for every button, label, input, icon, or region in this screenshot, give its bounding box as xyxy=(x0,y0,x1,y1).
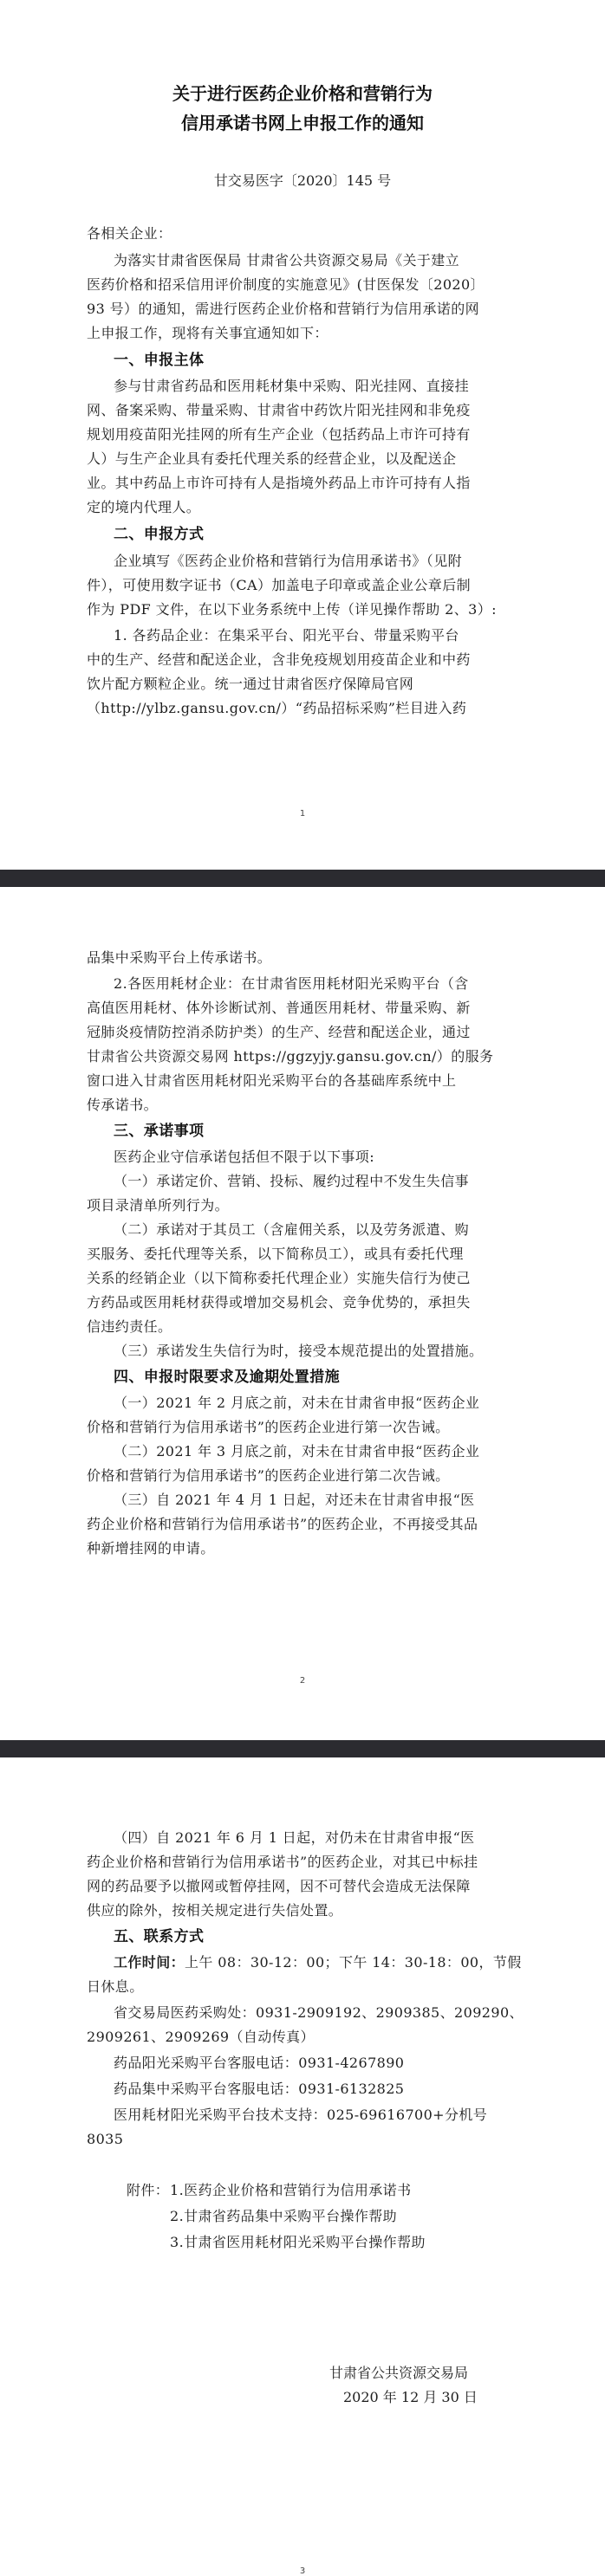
section2-line: 企业填写《医药企业价格和营销行为信用承诺书》（见附 xyxy=(114,553,463,569)
section4-line: 药企业价格和营销行为信用承诺书”的医药企业，不再接受其品 xyxy=(87,1516,478,1532)
section2-item1-line: 中的生产、经营和配送企业，含非免疫规划用疫苗企业和中药 xyxy=(87,651,471,668)
section-heading: 四、申报时限要求及逾期处置措施 xyxy=(114,1369,340,1386)
document-title-line-2: 信用承诺书网上申报工作的通知 xyxy=(181,113,424,133)
section1-line: 规划用疫苗阳光挂网的所有生产企业（包括药品上市许可持有 xyxy=(87,426,471,443)
section2-item1-line: 饮片配方颗粒企业。统一通过甘肃省医疗保障局官网 xyxy=(87,676,414,692)
issue-date: 2020 年 12 月 30 日 xyxy=(343,2389,478,2405)
document-page-3 xyxy=(0,1757,605,2576)
section3-line: （一）承诺定价、营销、投标、履约过程中不发生失信事 xyxy=(114,1173,470,1189)
continuation-line: 品集中采购平台上传承诺书。 xyxy=(87,949,272,966)
attachment-item: 3.甘肃省医用耗材阳光采购平台操作帮助 xyxy=(170,2234,426,2250)
section4-line: （一）2021 年 2 月底之前，对未在甘肃省申报“医药企业 xyxy=(114,1395,480,1411)
contact-line: 8035 xyxy=(87,2131,124,2147)
section1-line: 网、备案采购、带量采购、甘肃省中药饮片阳光挂网和非免疫 xyxy=(87,402,471,418)
section2-item2-line: 冠肺炎疫情防控消杀防护类）的生产、经营和配送企业，通过 xyxy=(87,1024,471,1040)
section4-item4-line: 网的药品要予以撤网或暂停挂网，因不可替代会造成无法保障 xyxy=(87,1878,471,1894)
salutation: 各相关企业： xyxy=(87,225,172,242)
section2-line: 件），可使用数字证书（CA）加盖电子印章或盖企业公章后制 xyxy=(87,577,471,593)
work-time-continuation: 日休息。 xyxy=(87,1978,144,1995)
section2-item2-line: 窗口进入甘肃省医用耗材阳光采购平台的各基础库系统中上 xyxy=(87,1072,457,1089)
section3-line: 医药企业守信承诺包括但不限于以下事项: xyxy=(114,1149,374,1165)
contact-line: 药品集中采购平台客服电话：0931-6132825 xyxy=(114,2081,405,2097)
section3-line: 项目录清单所列行为。 xyxy=(87,1197,230,1214)
section4-line: 种新增挂网的申请。 xyxy=(87,1540,215,1557)
work-time-line xyxy=(114,1952,537,1973)
page-number: 1 xyxy=(299,809,306,819)
page-separator xyxy=(0,1740,605,1757)
contact-line: 2909261、2909269（自动传真） xyxy=(87,2029,315,2045)
section-heading: 五、联系方式 xyxy=(114,1928,205,1945)
document-page-1 xyxy=(0,0,605,870)
contact-line: 省交易局医药采购处：0931-2909192、2909385、209290、 xyxy=(114,2004,524,2021)
document-page-2 xyxy=(0,887,605,1740)
section4-item4-line: 药企业价格和营销行为信用承诺书”的医药企业，对其已中标挂 xyxy=(87,1854,478,1870)
section3-line: 信违约责任。 xyxy=(87,1318,172,1335)
section4-item4-line: 供应的除外，按相关规定进行失信处置。 xyxy=(87,1902,343,1919)
section2-item2-line: 2.各医用耗材企业：在甘肃省医用耗材阳光采购平台（含 xyxy=(114,975,469,992)
intro-line: 上申报工作，现将有关事宜通知如下： xyxy=(87,325,329,341)
section3-line: 方药品或医用耗材获得或增加交易机会、竞争优势的，承担失 xyxy=(87,1294,471,1311)
work-time-value: 上午 08：30-12：00；下午 14：30-18：00，节假 xyxy=(185,1954,522,1971)
attachment-item: 2.甘肃省药品集中采购平台操作帮助 xyxy=(170,2208,398,2224)
section2-item2-line: 高值医用耗材、体外诊断试剂、普通医用耗材、带量采购、新 xyxy=(87,1000,471,1016)
attachments-label: 附件： xyxy=(127,2182,170,2198)
section3-line: 关系的经销企业（以下简称委托代理企业）实施失信行为使己 xyxy=(87,1270,471,1286)
document-number: 甘交易医字〔2020〕145 号 xyxy=(213,172,392,189)
section-heading: 三、承诺事项 xyxy=(114,1123,205,1140)
section4-line: 价格和营销行为信用承诺书”的医药企业进行第一次告诫。 xyxy=(87,1419,450,1435)
section1-line: 定的境内代理人。 xyxy=(87,499,201,515)
intro-line: 93 号）的通知，需进行医药企业价格和营销行为信用承诺的网 xyxy=(87,301,480,317)
section4-line: （三）自 2021 年 4 月 1 日起，对还未在甘肃省申报“医 xyxy=(114,1492,475,1508)
section1-line: 业。其中药品上市许可持有人是指境外药品上市许可持有人指 xyxy=(87,475,471,491)
issuer: 甘肃省公共资源交易局 xyxy=(329,2365,469,2381)
section3-line: （二）承诺对于其员工（含雇佣关系，以及劳务派遣、购 xyxy=(114,1221,470,1238)
section4-line: 价格和营销行为信用承诺书”的医药企业进行第二次告诫。 xyxy=(87,1467,450,1484)
section2-item2-line: 传承诺书。 xyxy=(87,1097,159,1113)
document-title-line-1: 关于进行医药企业价格和营销行为 xyxy=(172,83,433,104)
section2-item1-line: （http://ylbz.gansu.gov.cn/）“药品招标采购”栏目进入药 xyxy=(87,700,467,716)
contact-line: 医用耗材阳光采购平台技术支持：025-69616700+分机号 xyxy=(114,2107,488,2123)
section2-item2-line: 甘肃省公共资源交易网 https://ggzyjy.gansu.gov.cn/）的服务 xyxy=(87,1048,494,1065)
attachment-item: 1.医药企业价格和营销行为信用承诺书 xyxy=(170,2182,412,2198)
section2-item1-line: 1. 各药品企业：在集采平台、阳光平台、带量采购平台 xyxy=(114,627,459,644)
work-time-label: 工作时间： xyxy=(114,1954,185,1971)
section3-line: 买服务、委托代理等关系，以下简称员工），或具有委托代理 xyxy=(87,1246,464,1262)
section3-line: （三）承诺发生失信行为时，接受本规范提出的处置措施。 xyxy=(114,1343,484,1359)
section1-line: 参与甘肃省药品和医用耗材集中采购、阳光挂网、直接挂 xyxy=(114,378,470,394)
section4-line: （二）2021 年 3 月底之前，对未在甘肃省申报“医药企业 xyxy=(114,1443,480,1460)
intro-line: 为落实甘肃省医保局 甘肃省公共资源交易局《关于建立 xyxy=(114,252,460,269)
section-heading: 二、申报方式 xyxy=(114,526,205,543)
page-separator xyxy=(0,870,605,887)
contact-line: 药品阳光采购平台客服电话：0931-4267890 xyxy=(114,2055,405,2071)
page-number: 2 xyxy=(299,1676,306,1686)
section1-line: 人）与生产企业具有委托代理关系的经营企业，以及配送企 xyxy=(87,450,457,467)
section2-line: 作为 PDF 文件，在以下业务系统中上传（详见操作帮助 2、3）: xyxy=(87,601,497,618)
section4-item4-line: （四）自 2021 年 6 月 1 日起，对仍未在甘肃省申报“医 xyxy=(114,1829,475,1846)
intro-line: 医药价格和招采信用评价制度的实施意见》(甘医保发〔2020〕 xyxy=(87,276,485,293)
page-number: 3 xyxy=(299,2566,306,2576)
section-heading: 一、申报主体 xyxy=(114,352,205,369)
